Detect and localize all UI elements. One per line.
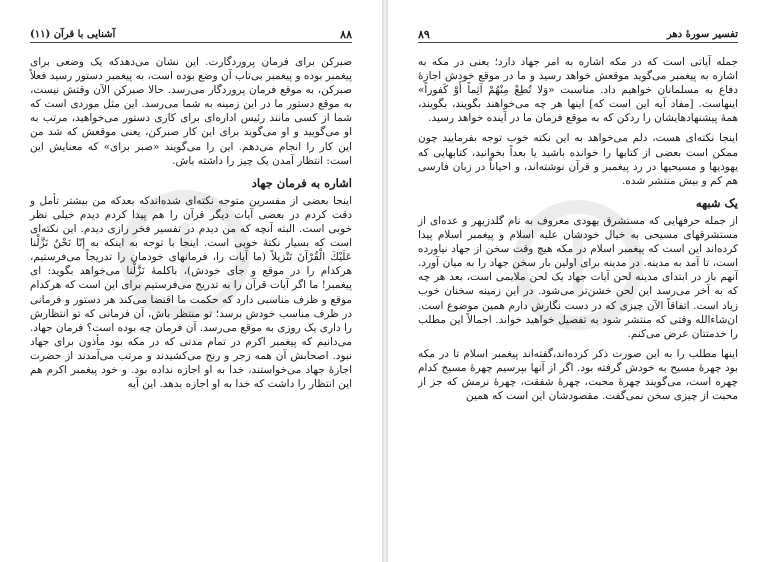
right-paragraph-3: از جمله حرفهایی که مستشرق یهودی معروف به نام گلدزیهر و عده‌ای از مستشرقهای مسیحی به خیال خودشان علیه اسلام و پیغمبر اسلام پیدا کرده‌اند این است که پیغمبر اسلام در مکه هیچ وقت سخن از جهاد نیاورده است، تا آمد به مدینه. در مدینه برای اولین بار سخن جهاد را به میان آورد. آنهم باز در ابتدای مدینه لحن آیات جهاد یک لحن ملایمی است، بعد هر چه که به آخر می‌رسد این لحن خشن‌تر می‌شود. در این زمینه سخنان خوب زیاد است. اتفاقاً الآن چیزی که در دست نگارش دارم همین موضوع است. ان‌شاءالله وقتی که منتشر شود به تفصیل خواهید خواند. اجمالاً این مطلب را خدمتتان عرض می‌کنم.	[418, 214, 738, 340]
right-page-number: ۸۹	[418, 28, 430, 41]
right-paragraph-4: اینها مطلب را به این صورت ذکر کرده‌اند،گفته‌اند پیغمبر اسلام تا در مکه بود چهرهٔ مسیح به خودش گرفته بود. اگر از آنها بپرسیم چهرهٔ مسیح کدام چهره است، می‌گویند چهرهٔ محبت، چهرهٔ شفقت، چهرهٔ نرمش که جز از محبت از چیزی سخن نمی‌گفت. مقصودشان این است که همین	[418, 347, 738, 403]
right-paragraph-1: جمله آیاتی است که در مکه اشاره به امر جهاد دارد؛ یعنی در مکه به اشاره به پیغمبر می‌گوید موقعش خواهد رسید و ما در موقع خودش اجازهٔ دفاع به مسلمانان خواهیم داد. مناسبت «وَلا تُطِعْ مِنْهُمْ آثِماً أَوْ كَفوراً» اینهاست. [مفاد آیه این است که] اینها هر چه می‌خواهند بگویند، بگویند، همهٔ پیشنهادهایشان را ردکن که به موقع فرمان ما در آینده خواهد رسید.	[418, 56, 738, 125]
left-paragraph-2: اینجا بعضی از مفسرین متوجه نکته‌ای شده‌اندکه بعدکه من بیشتر تأمل و دقت کردم در بعضی آیات دیگر قرآن را هم پیدا کردم دیدم خیلی نظر خوبی است. البته آنچه که من دیدم در تفسیر فخر رازی دیدم. این نکته‌ای است که بسیار نکتهٔ خوبی است. اینجا با توجه به اینکه به إنّا نَحْنُ نَزَّلْنا عَلَيْكَ الْقُرْآنَ تَنْزيلاً (ما آیات را، فرمانهای خودمان را تدریجاً می‌فرستیم، هرکدام را در موقع و جای خودش)، باکلمهٔ نَزَّلْنا می‌خواهد بگوید: ای پیغمبر! ما اگر آیات قرآن را به تدریج می‌فرستیم برای این است که هرکدام موقع و ظرف مناسبی دارد که حکمت ما اقتضا می‌کند هر دستور و فرمانی در ظرف مناسب خودش برسد؛ تو منتظر باش، آن فرمانی که تو انتظارش را داری یک روزی به موقع می‌رسد. آن فرمان چه بوده است؟ فرمان جهاد. می‌دانیم که پیغمبر اکرم در تمام مدتی که در مکه بود مأذون برای جهاد نبود. اصحابش آن همه زجر و رنج می‌کشیدند و مرتب می‌آمدند از حضرت اجازهٔ جهاد می‌خواستند، خدا به او اجازه نداده بود. و خود پیغمبر اکرم هم این انتظار را داشت که خدا به او اجازه بدهد. این آیه	[30, 194, 352, 391]
right-running-title: تفسیر سورهٔ دهر	[666, 29, 738, 40]
left-page-body	[30, 55, 352, 397]
right-header-rule	[418, 42, 738, 43]
right-page-body	[418, 55, 738, 409]
left-page-header	[30, 27, 352, 43]
right-page-header	[418, 27, 738, 43]
right-page	[388, 0, 768, 562]
left-page-number: ۸۸	[340, 28, 352, 41]
right-paragraph-2: اینجا نکته‌ای هست، دلم می‌خواهد به این نکته خوب توجه بفرمایید چون ممکن است بعضی از کتابها را خوانده باشید یا بعداً بخوانید، کتابهایی که یهودیها و مسیحیها در رد پیغمبر و قرآن نوشته‌اند، و احیاناً در زبان فارسی هم کم و بیش منتشر شده.	[418, 132, 738, 187]
left-page	[0, 0, 382, 562]
left-paragraph-1: صبرکن برای فرمان پروردگارت. این نشان می‌دهدکه یک وضعی برای پیغمبر بوده و پیغمبر بی‌تاب آن وضع بوده است، به پیغمبر دستور رسید فعلاً صبرکن، به موقع فرمان پروردگار می‌رسد. حالا صبرکن الآن وقتش نیست، به موقع دستور ما در این زمینه به شما می‌رسد. این مثل موردی است که شما از کسی مانند رئیس اداره‌ای برای کاری دستور می‌خواهید، مرتب به او می‌گویید و او می‌گوید برای این کار صبرکن، یعنی موقعش که شد من این کار را انجام می‌دهم. این را می‌گویند «صبر برای» که معنایش این است: انتظار آمدن یک چیز را داشته باش.	[30, 56, 352, 167]
left-header-rule	[30, 42, 352, 43]
left-section-heading: اشاره به فرمان جهاد	[251, 175, 352, 190]
right-section-heading: یک شبهه	[695, 195, 738, 210]
left-running-title: آشنایی با قرآن (۱۱)	[30, 29, 116, 40]
